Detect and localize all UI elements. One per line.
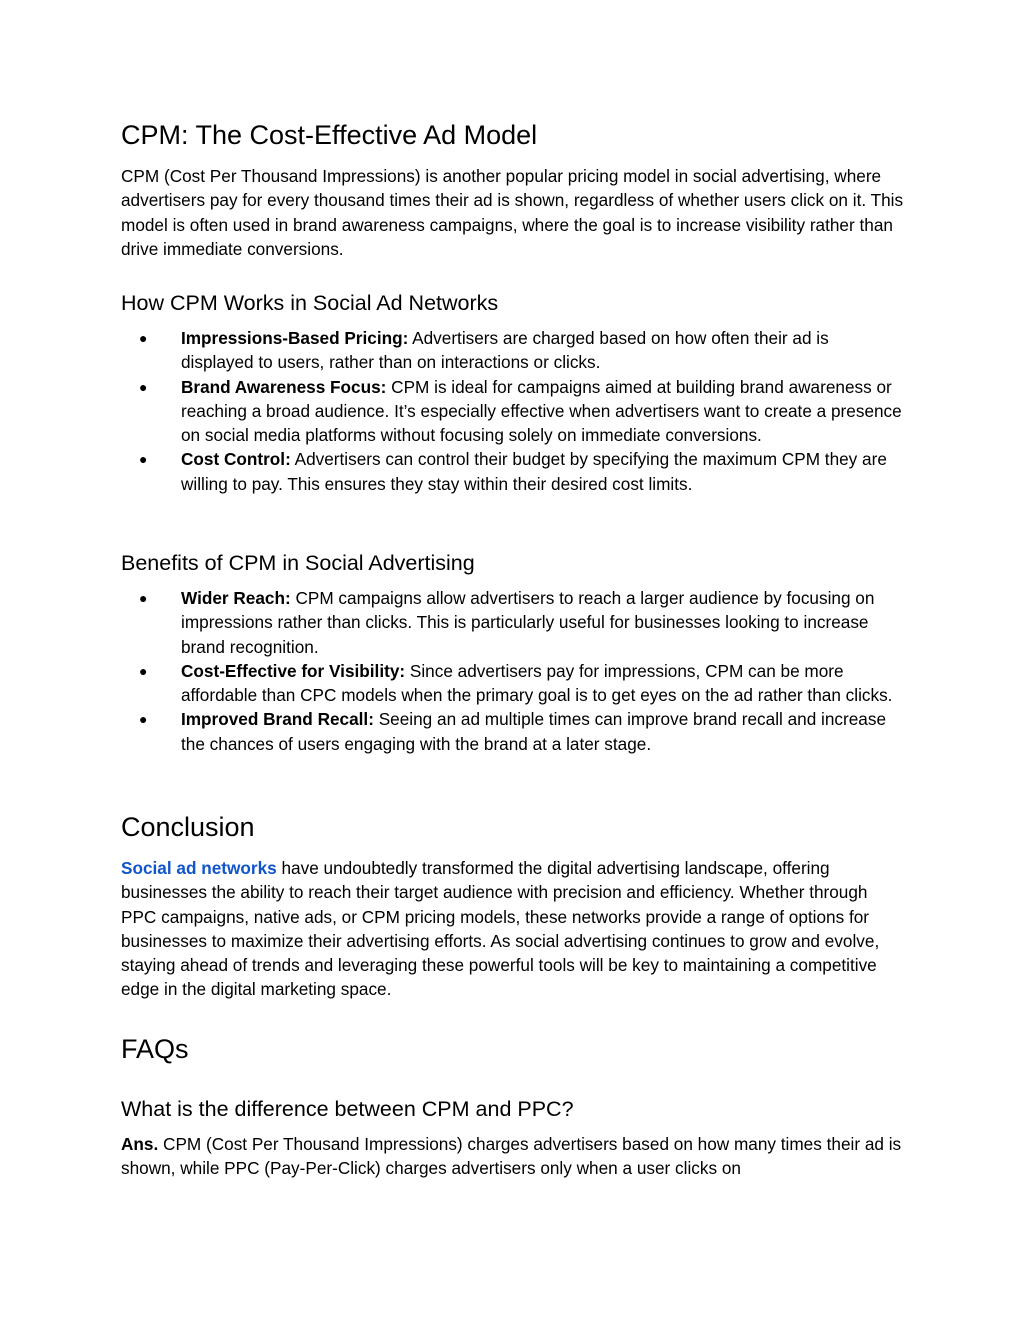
list-item-term: Cost-Effective for Visibility: [181, 660, 406, 681]
list-item-text: CPM is ideal for campaigns aimed at building brand awareness or reaching a broad audience. It’s especially effective when advertisers want to create a presence on social media platforms without focusing solely on immediate conversions. [181, 376, 902, 446]
list-item-term: Cost Control: [181, 449, 291, 470]
list-item-term: Brand Awareness Focus: [181, 376, 387, 397]
bullet-icon: ● [139, 590, 148, 606]
faq-question-heading: What is the difference between CPM and PPC? [121, 1097, 574, 1121]
bullet-icon: ● [139, 711, 148, 728]
list-item [121, 659, 906, 708]
bullet-icon: ● [139, 662, 148, 679]
conclusion-paragraph [121, 856, 906, 1002]
conclusion-heading: Conclusion [121, 812, 255, 842]
list-item-term: Improved Brand Recall: [181, 709, 374, 730]
benefits-heading: Benefits of CPM in Social Advertising [121, 551, 475, 575]
list-item-term: Wider Reach: [181, 588, 291, 608]
list-item-text: Advertisers can control their budget by specifying the maximum CPM they are willing to pay. This ensures they stay within their desired cost limits. [181, 449, 887, 494]
list-item-text: Advertisers are charged based on how often their ad is displayed to users, rather than on interactions or clicks. [181, 328, 829, 373]
list-item-text: Since advertisers pay for impressions, CPM can be more affordable than CPC models when the primary goal is to get eyes on the ad rather than clicks. [181, 660, 893, 706]
faqs-heading: FAQs [121, 1034, 189, 1064]
bullet-icon: ● [139, 330, 148, 346]
how-cpm-works-list [121, 326, 906, 496]
bullet-icon: ● [139, 451, 148, 468]
list-item [121, 447, 906, 496]
conclusion-text: have undoubtedly transformed the digital advertising landscape, offering businesses the ability to reach their target audience with precision and efficiency. Whether through PPC campaigns, native ads, or CPM pricing models, these networks provide a range of options for businesses to maximize their advertising efforts. As social advertising continues to grow and evolve, staying ahead of trends and leveraging these powerful tools will be key to maintaining a competitive edge in the digital marketing space. [121, 858, 880, 1000]
bullet-icon: ● [139, 378, 148, 395]
cpm-model-heading: CPM: The Cost-Effective Ad Model [121, 120, 538, 150]
list-item-term: Impressions-Based Pricing: [181, 328, 409, 348]
faq-answer-paragraph [121, 1132, 906, 1181]
answer-label: Ans. [121, 1134, 159, 1154]
list-item [121, 586, 906, 659]
list-item [121, 375, 906, 448]
list-item [121, 707, 906, 756]
how-cpm-works-heading: How CPM Works in Social Ad Networks [121, 291, 499, 315]
list-item-text: CPM campaigns allow advertisers to reach a larger audience by focusing on impressions rather than clicks. This is particularly useful for businesses looking to increase brand recognition. [181, 588, 875, 657]
cpm-model-paragraph: CPM (Cost Per Thousand Impressions) is another popular pricing model in social advertising, where advertisers pay for every thousand times their ad is shown, regardless of whether users click on it. This model is often used in brand awareness campaigns, where the goal is to increase visibility rather than drive immediate conversions. [121, 166, 904, 259]
answer-text: CPM (Cost Per Thousand Impressions) charges advertisers based on how many times their ad is shown, while PPC (Pay-Per-Click) charges advertisers only when a user clicks on [121, 1134, 902, 1179]
benefits-list [121, 586, 906, 756]
list-item-text: Seeing an ad multiple times can improve brand recall and increase the chances of users engaging with the brand at a later stage. [181, 709, 887, 754]
list-item [121, 326, 906, 375]
social-ad-networks-link[interactable]: Social ad networks [121, 858, 277, 878]
